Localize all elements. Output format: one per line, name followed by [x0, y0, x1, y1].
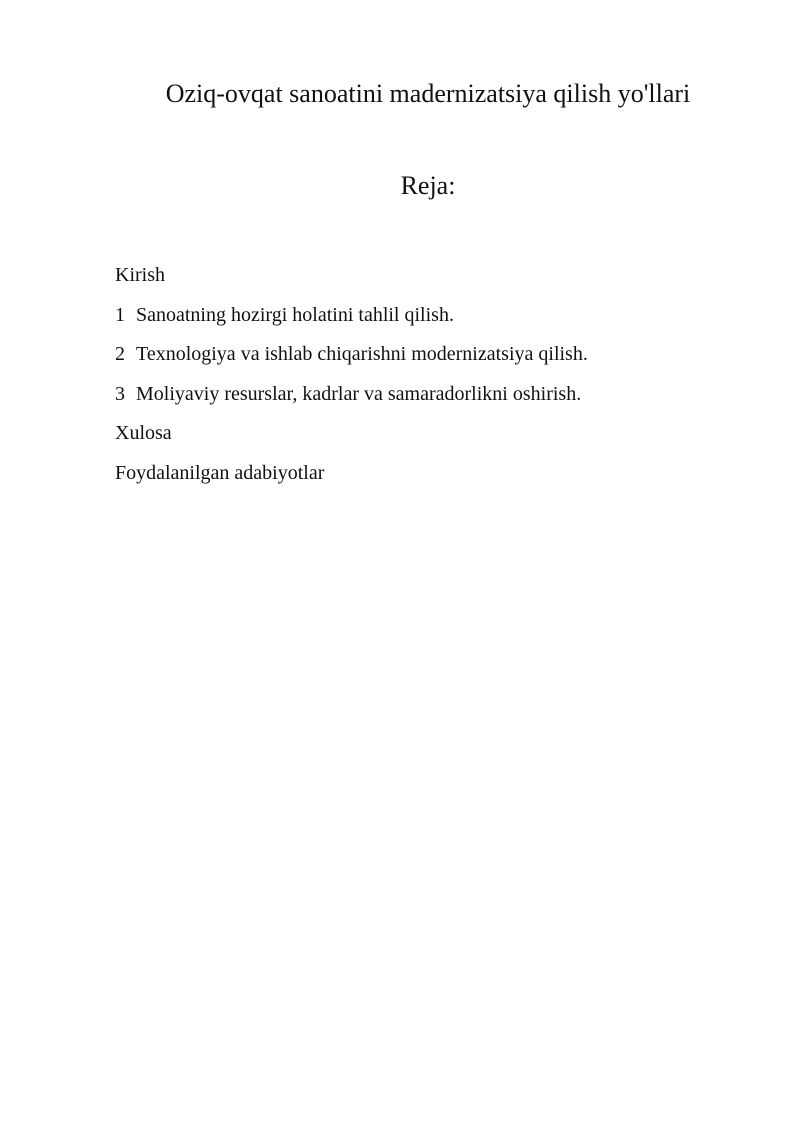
- plan-item-2: [115, 341, 588, 367]
- document-title: Oziq-ovqat sanoatini madernizatsiya qilish yo'llari: [165, 79, 691, 108]
- plan-item-intro: [115, 262, 588, 288]
- plan-item-text: Moliyaviy resurslar, kadrlar va samaradorlikni oshirish.: [136, 382, 582, 405]
- plan-item-references: [115, 460, 588, 486]
- plan-heading: Reja:: [400, 171, 456, 200]
- plan-item-1: [115, 302, 588, 328]
- plan-item-3: [115, 381, 588, 407]
- plan-item-number: 3: [115, 382, 125, 405]
- plan-item-text: Xulosa: [115, 422, 172, 445]
- plan-item-text: Sanoatning hozirgi holatini tahlil qilish.: [136, 303, 454, 326]
- plan-item-text: Foydalanilgan adabiyotlar: [115, 461, 325, 484]
- plan-item-number: 1: [115, 303, 125, 326]
- plan-item-conclusion: [115, 420, 588, 446]
- plan-item-text: Texnologiya va ishlab chiqarishni modernizatsiya qilish.: [136, 343, 588, 366]
- plan-item-text: Kirish: [115, 264, 165, 286]
- plan-item-number: 2: [115, 343, 125, 366]
- plan-list: [115, 262, 588, 500]
